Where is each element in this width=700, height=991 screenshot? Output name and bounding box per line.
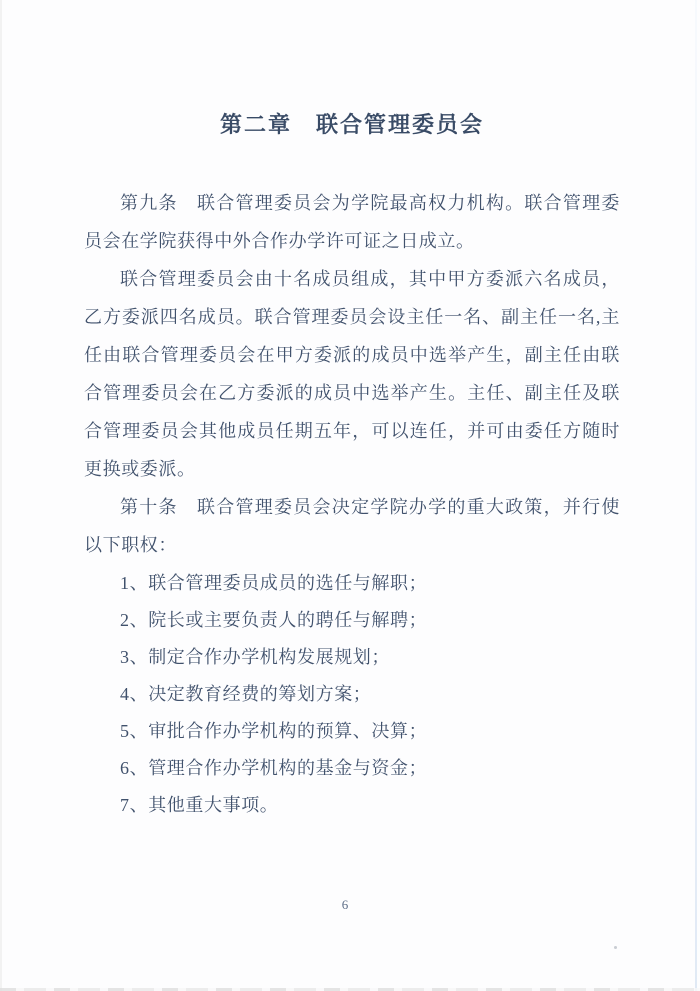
scan-artifact-left-edge (0, 0, 2, 991)
list-item: 2、院长或主要负责人的聘任与解聘； (120, 610, 428, 630)
list-item: 3、制定合作办学机构发展规划； (120, 647, 390, 667)
paragraph-committee-composition: 联合管理委员会由十名成员组成，其中甲方委派六名成员，乙方委派四名成员。联合管理委员会设主任一名、副主任一名,主任由联合管理委员会在甲方委派的成员中选举产生，副主任由联合管理委员会在乙方委派的成员中选举产生。主任、副主任及联合管理委员会其他成员任期五年，可以连任，并可由委任方随时更换或委派。 (84, 269, 620, 479)
scan-artifact-right-edge (695, 0, 697, 991)
list-item: 4、决定教育经费的筹划方案； (120, 684, 372, 704)
chapter-title: 第二章 联合管理委员会 (219, 112, 484, 137)
list-item: 6、管理合作办学机构的基金与资金； (120, 758, 428, 778)
list-item: 1、联合管理委员成员的选任与解职； (120, 573, 428, 593)
powers-list (84, 565, 620, 824)
scan-artifact-speck (614, 946, 617, 949)
page-number: 6 (341, 897, 349, 912)
paragraph-article-9: 第九条 联合管理委员会为学院最高权力机构。联合管理委员会在学院获得中外合作办学许可证之日成立。 (84, 193, 620, 251)
list-item: 5、审批合作办学机构的预算、决算； (120, 721, 428, 741)
paragraph-article-10: 第十条 联合管理委员会决定学院办学的重大政策，并行使以下职权： (84, 497, 620, 555)
list-item: 7、其他重大事项。 (120, 795, 279, 815)
document-body (84, 110, 620, 824)
